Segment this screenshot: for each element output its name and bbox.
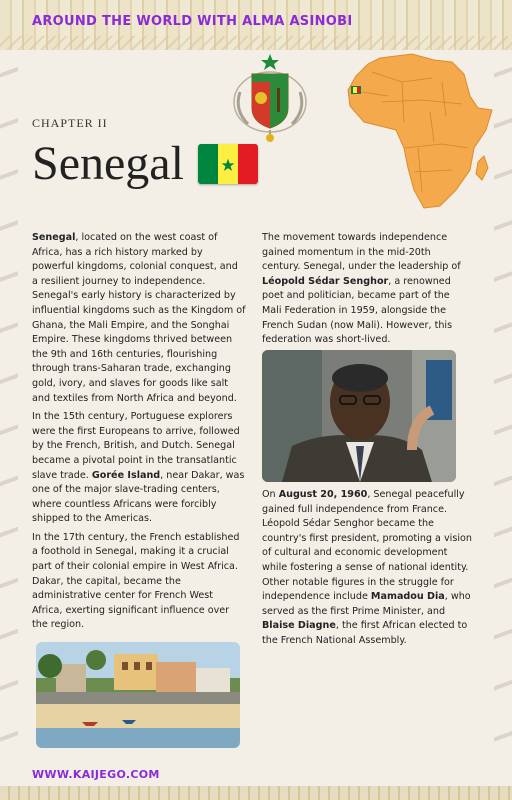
bold-senghor: Léopold Sédar Senghor [262, 275, 389, 287]
bold-blaise-diagne: Blaise Diagne [262, 620, 336, 632]
page-title: Senegal [32, 137, 184, 190]
bold-mamadou-dia: Mamadou Dia [370, 591, 445, 603]
footer-website-link[interactable]: WWW.KAIJEGO.COM [32, 768, 160, 781]
header-title: AROUND THE WORLD WITH ALMA ASINOBI [32, 14, 353, 29]
left-column-text [32, 231, 246, 637]
coat-of-arms-emblem [230, 52, 310, 144]
senegal-flag-icon [198, 144, 258, 184]
paragraph-european-arrival [32, 410, 246, 527]
bold-goree-island: Gorée Island [91, 469, 161, 481]
text-segment: , the first African elected to the French National Assembly. [262, 620, 468, 646]
decorative-bottom-band [0, 786, 512, 800]
title-row [32, 136, 258, 191]
paragraph-history-intro [32, 231, 246, 406]
portrait-photo-senghor [262, 350, 456, 482]
text-segment: On [262, 489, 279, 500]
bold-independence-date: August 20, 1960 [278, 489, 368, 500]
text-segment: , located on the west coast of Africa, has a rich history marked by powerful kingdoms, colonial conquest, and a resilient journey to independence. Senegal's early history is characterized by influential kingdoms such as the Kingdom of Ghana, the Mali Empire, and the Songhai Empire. These kingdoms thrived between the 9th and 16th centuries, flourishing through trans-Saharan trade, exchanging gold, ivory, and slaves for goods like salt and textiles from North Africa and beyond. [32, 232, 246, 404]
right-column-text-bottom [262, 488, 472, 653]
decorative-right-border [494, 50, 512, 750]
africa-map-senegal-highlighted [342, 52, 494, 210]
right-column-text-top [262, 231, 472, 352]
text-segment: , who served as the first Prime Minister, and [262, 591, 471, 617]
paragraph-french-colony: In the 17th century, the French established a foothold in Senegal, making it a crucial part of their colonial empire in West Africa. Dakar, the capital, became the administrative center for French West Africa, exerting significant influence over the region. [32, 531, 240, 631]
text-segment: , near Dakar, was one of the major slave-trading centers, where countless Africans were forcibly shipped to the Americas. [32, 469, 245, 525]
goree-island-photo [36, 642, 240, 748]
decorative-left-border [0, 50, 18, 750]
text-segment: , Senegal peacefully gained full independence from France. Léopold Sédar Senghor became the country's first president, promoting a vision of cultural and economic development while fostering a sense of national identity. Other notable figures in the struggle for independence include [262, 489, 472, 603]
bold-senegal: Senegal [32, 232, 76, 243]
text-segment: , a renowned poet and politician, became part of the Mali Federation in 1959, alongside the French Sudan (now Mali). However, this federation was short-lived. [262, 275, 453, 346]
chapter-label: CHAPTER II [32, 116, 108, 130]
text-segment: In the 15th century, Portuguese explorers were the first Europeans to arrive, followed by the French, British, and Dutch. Senegal became a pivotal point in the transatlantic slave trade. [32, 411, 240, 481]
paragraph-independence-movement [262, 231, 472, 348]
paragraph-independence-day [262, 488, 472, 649]
text-segment: The movement towards independence gained momentum in the mid-20th century. Senegal, under the leadership of [262, 232, 461, 273]
